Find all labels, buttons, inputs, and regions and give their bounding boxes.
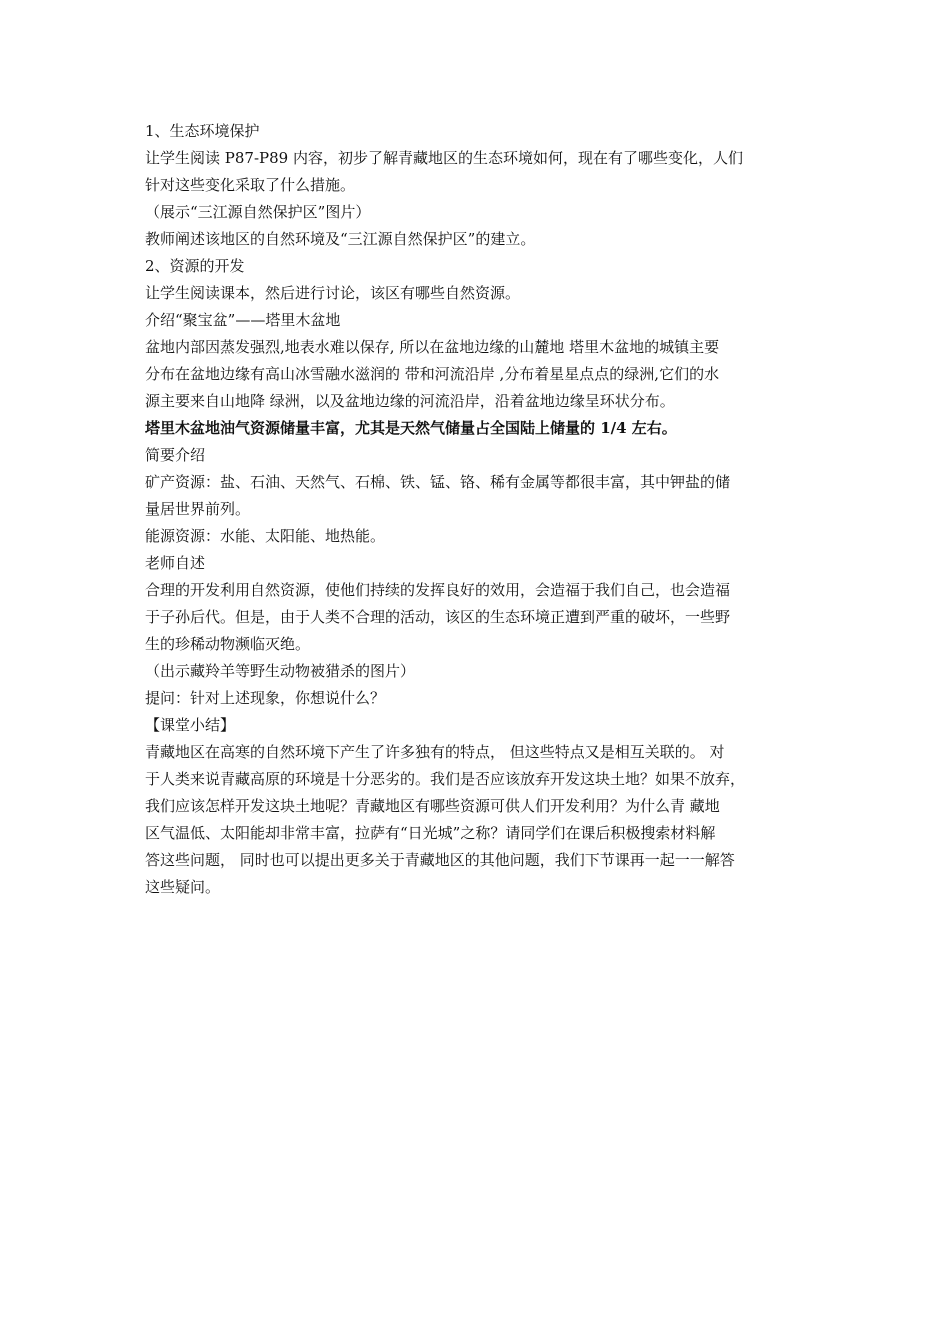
paragraph-line: （展示“三江源自然保护区”图片） (145, 203, 371, 221)
paragraph-line: 1、生态环境保护 (145, 122, 260, 140)
paragraph-line: 量居世界前列。 (145, 500, 251, 518)
document-body (145, 118, 810, 901)
bold-paragraph-line: 塔里木盆地油气资源储量丰富，尤其是天然气储量占全国陆上储量的 1/4 左右。 (145, 419, 677, 437)
paragraph-line: 提问：针对上述现象，你想说什么？ (145, 689, 386, 707)
paragraph-line: 于子孙后代。但是，由于人类不合理的活动，该区的生态环境正遭到严重的破坏，一些野 (145, 608, 731, 626)
paragraph-line: 分布在盆地边缘有高山冰雪融水滋润的 带和河流沿岸 ,分布着星星点点的绿洲,它们的水 (145, 365, 720, 383)
paragraph-line: 介绍“聚宝盆”——塔里木盆地 (145, 311, 341, 329)
paragraph-line: 老师自述 (145, 554, 206, 572)
paragraph-line: 让学生阅读 P87-P89 内容，初步了解青藏地区的生态环境如何，现在有了哪些变化，人们 (145, 149, 743, 167)
paragraph-line: 青藏地区在高寒的自然环境下产生了许多独有的特点， 但这些特点又是相互关联的。 对 (145, 743, 725, 761)
paragraph-line: 这些疑问。 (145, 878, 221, 896)
paragraph-line: 合理的开发利用自然资源，使他们持续的发挥良好的效用，会造福于我们自己，也会造福 (145, 581, 731, 599)
paragraph-line: 区气温低、太阳能却非常丰富，拉萨有“日光城”之称？请同学们在课后积极搜索材料解 (145, 824, 716, 842)
paragraph-line: 能源资源：水能、太阳能、地热能。 (145, 527, 386, 545)
paragraph-line: 盆地内部因蒸发强烈,地表水难以保存, 所以在盆地边缘的山麓地 塔里木盆地的城镇主要 (145, 338, 720, 356)
paragraph-line: （出示藏羚羊等野生动物被猎杀的图片） (145, 662, 416, 680)
paragraph-line: 矿产资源：盐、石油、天然气、石棉、铁、锰、铬、稀有金属等都很丰富，其中钾盐的储 (145, 473, 731, 491)
paragraph-line: 生的珍稀动物濒临灭绝。 (145, 635, 311, 653)
paragraph-line: 【课堂小结】 (145, 716, 236, 734)
paragraph-line: 针对这些变化采取了什么措施。 (145, 176, 356, 194)
paragraph-line: 源主要来自山地降 绿洲，以及盆地边缘的河流沿岸，沿着盆地边缘呈环状分布。 (145, 392, 675, 410)
paragraph-line: 简要介绍 (145, 446, 206, 464)
paragraph-line: 答这些问题， 同时也可以提出更多关于青藏地区的其他问题，我们下节课再一起一一解答 (145, 851, 735, 869)
paragraph-line: 于人类来说青藏高原的环境是十分恶劣的。我们是否应该放弃开发这块土地？如果不放弃， (145, 770, 746, 788)
paragraph-line: 让学生阅读课本，然后进行讨论，该区有哪些自然资源。 (145, 284, 521, 302)
paragraph-line: 2、资源的开发 (145, 257, 245, 275)
paragraph-line: 我们应该怎样开发这块土地呢？青藏地区有哪些资源可供人们开发利用？为什么青 藏地 (145, 797, 720, 815)
paragraph-line: 教师阐述该地区的自然环境及“三江源自然保护区”的建立。 (145, 230, 536, 248)
